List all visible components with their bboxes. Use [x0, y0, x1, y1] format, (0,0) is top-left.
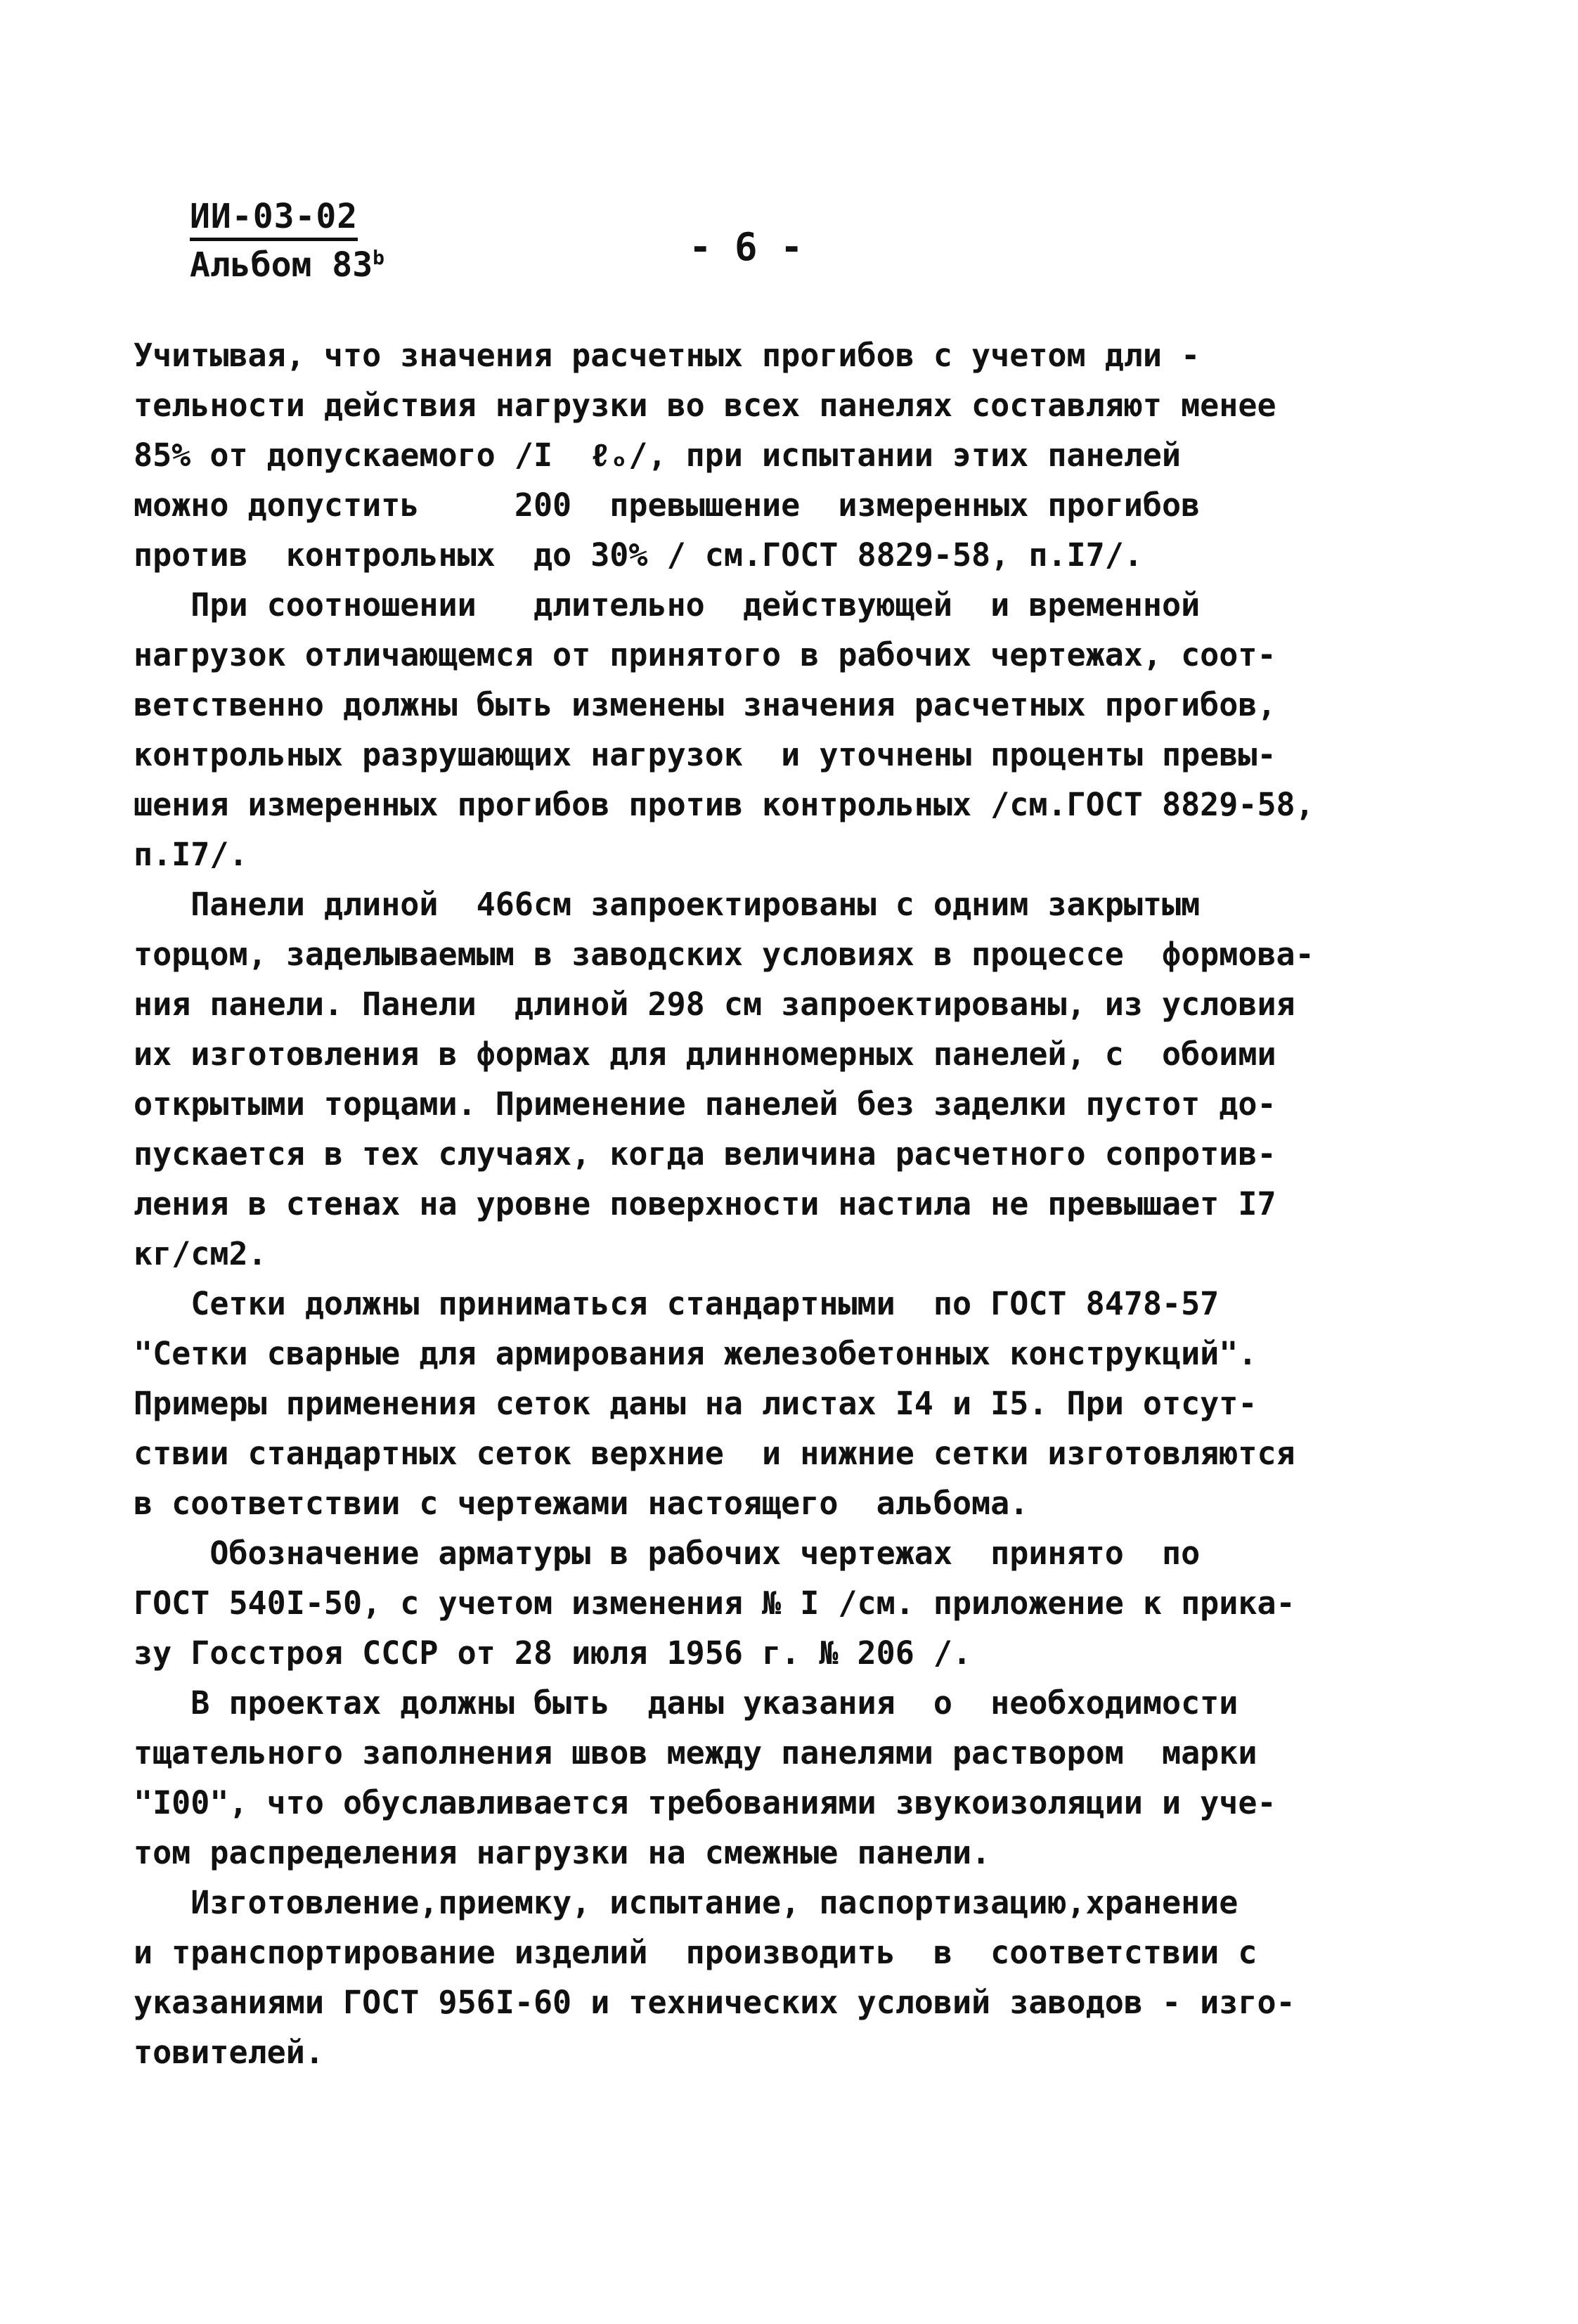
- text-line: Панели длиной 466см запроектированы с одним закрытым: [134, 886, 1201, 923]
- text-line: товителей.: [134, 2034, 324, 2071]
- text-line: торцом, заделываемым в заводских условиях в процессе формова-: [134, 936, 1314, 973]
- album-suffix: b: [373, 246, 384, 269]
- text-line: ствии стандартных сеток верхние и нижние сетки изготовляются: [134, 1435, 1295, 1472]
- text-line: ГОСТ 540I-50, с учетом изменения № I /см. приложение к прика-: [134, 1584, 1295, 1622]
- paragraph-6: [134, 1678, 1420, 1878]
- paragraph-7: [134, 1878, 1420, 2077]
- text-line: п.I7/.: [134, 836, 248, 873]
- album-number: Альбом 83: [190, 245, 373, 285]
- text-line: Изготовление,приемку, испытание, паспортизацию,хранение: [134, 1884, 1239, 1921]
- page-number: - 6 -: [689, 225, 803, 269]
- paragraph-2: [134, 580, 1420, 879]
- text-line: Примеры применения сеток даны на листах I4 и I5. При отсут-: [134, 1385, 1257, 1422]
- text-line: нагрузок отличающемся от принятого в рабочих чертежах, соот-: [134, 636, 1276, 673]
- series-code: ИИ-03-02: [190, 197, 358, 241]
- text-line: Обозначение арматуры в рабочих чертежах принято по: [134, 1535, 1201, 1572]
- album-label: [190, 245, 384, 285]
- text-line: "Сетки сварные для армирования железобетонных конструкций".: [134, 1335, 1257, 1372]
- document-body: [134, 330, 1420, 2077]
- paragraph-4: [134, 1279, 1420, 1528]
- text-line: "I00", что обуславливается требованиями звукоизоляции и уче-: [134, 1784, 1276, 1821]
- paragraph-5: [134, 1528, 1420, 1678]
- text-line: в соответствии с чертежами настоящего альбома.: [134, 1485, 1029, 1522]
- text-line: открытыми торцами. Применение панелей без заделки пустот до-: [134, 1085, 1276, 1123]
- text-line: пускается в тех случаях, когда величина расчетного сопротив-: [134, 1135, 1276, 1173]
- text-line: зу Госстроя СССР от 28 июля 1956 г. № 206 /.: [134, 1634, 972, 1672]
- text-line: можно допустить 200 превышение измеренных прогибов: [134, 486, 1201, 524]
- text-line: против контрольных до 30% / см.ГОСТ 8829-58, п.I7/.: [134, 536, 1143, 574]
- text-line: ния панели. Панели длиной 298 см запроектированы, из условия: [134, 986, 1295, 1023]
- text-line: При соотношении длительно действующей и временной: [134, 586, 1201, 624]
- text-line: контрольных разрушающих нагрузок и уточнены проценты превы-: [134, 736, 1276, 773]
- text-line: ветственно должны быть изменены значения расчетных прогибов,: [134, 686, 1276, 723]
- text-line: и транспортирование изделий производить в соответствии с: [134, 1934, 1257, 1971]
- text-line: их изготовления в формах для длинномерных панелей, с обоими: [134, 1035, 1276, 1073]
- text-line: 85% от допускаемого /I ℓₒ/, при испытании этих панелей: [134, 437, 1181, 474]
- document-header: [190, 197, 384, 285]
- text-line: ления в стенах на уровне поверхности настила не превышает I7: [134, 1185, 1276, 1222]
- text-line: тельности действия нагрузки во всех панелях составляют менее: [134, 387, 1276, 424]
- text-line: том распределения нагрузки на смежные панели.: [134, 1834, 991, 1871]
- text-line: тщательного заполнения швов между панелями раствором марки: [134, 1734, 1257, 1771]
- text-line: шения измеренных прогибов против контрольных /см.ГОСТ 8829-58,: [134, 786, 1314, 823]
- paragraph-1: [134, 330, 1420, 580]
- text-line: Сетки должны приниматься стандартными по ГОСТ 8478-57: [134, 1285, 1220, 1322]
- text-line: В проектах должны быть даны указания о необходимости: [134, 1684, 1239, 1722]
- paragraph-3: [134, 879, 1420, 1279]
- text-line: Учитывая, что значения расчетных прогибов с учетом дли -: [134, 337, 1201, 374]
- text-line: кг/см2.: [134, 1235, 267, 1272]
- text-line: указаниями ГОСТ 956I-60 и технических условий заводов - изго-: [134, 1984, 1295, 2021]
